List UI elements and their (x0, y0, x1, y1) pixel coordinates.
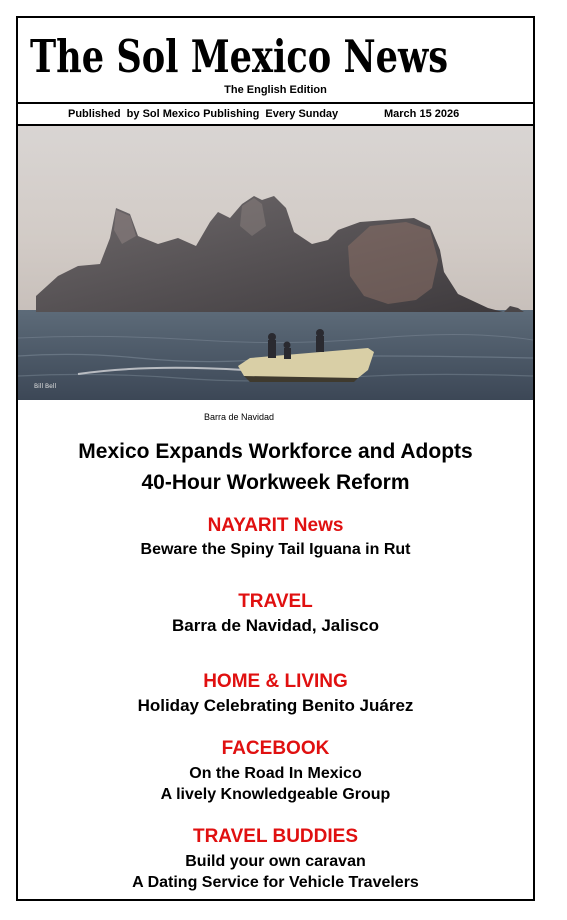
section-title: FACEBOOK (221, 738, 330, 759)
masthead-title-text: The Sol Mexico News (30, 30, 448, 83)
section-teaser: Beware the Spiny Tail Iguana in Rut (140, 541, 411, 558)
section-title: TRAVEL BUDDIES (192, 826, 359, 847)
section-home-living[interactable] (18, 670, 533, 716)
section-teaser: A Dating Service for Vehicle Travelers (132, 874, 419, 891)
section-title: NAYARIT News (207, 515, 344, 536)
headline-line-1: Mexico Expands Workforce and Adopts (78, 440, 473, 463)
lead-headline (18, 436, 533, 498)
section-travel-buddies[interactable] (18, 825, 533, 893)
masthead-title (24, 20, 454, 86)
cover-photo (18, 126, 533, 400)
publisher-line: Published by Sol Mexico Publishing Every Sunday (68, 108, 339, 120)
edition-label: The English Edition (224, 84, 327, 96)
publication-bar (18, 104, 533, 126)
section-facebook[interactable] (18, 737, 533, 805)
section-nayarit[interactable] (18, 514, 533, 560)
section-teaser: Build your own caravan (185, 853, 366, 870)
issue-date: March 15 2026 (384, 108, 460, 120)
section-teaser: Holiday Celebrating Benito Juárez (137, 696, 414, 715)
masthead (18, 18, 533, 104)
headline-line-2: 40-Hour Workweek Reform (141, 471, 410, 494)
photo-caption: Barra de Navidad (204, 412, 275, 422)
section-title: HOME & LIVING (203, 671, 348, 692)
section-teaser: Barra de Navidad, Jalisco (172, 616, 379, 635)
section-travel[interactable] (18, 590, 533, 636)
section-title: TRAVEL (238, 591, 313, 612)
section-teaser: A lively Knowledgeable Group (160, 786, 391, 803)
newsletter-frame (16, 16, 535, 901)
section-teaser: On the Road In Mexico (189, 765, 362, 782)
photo-credit: Bill Bell (34, 383, 57, 390)
